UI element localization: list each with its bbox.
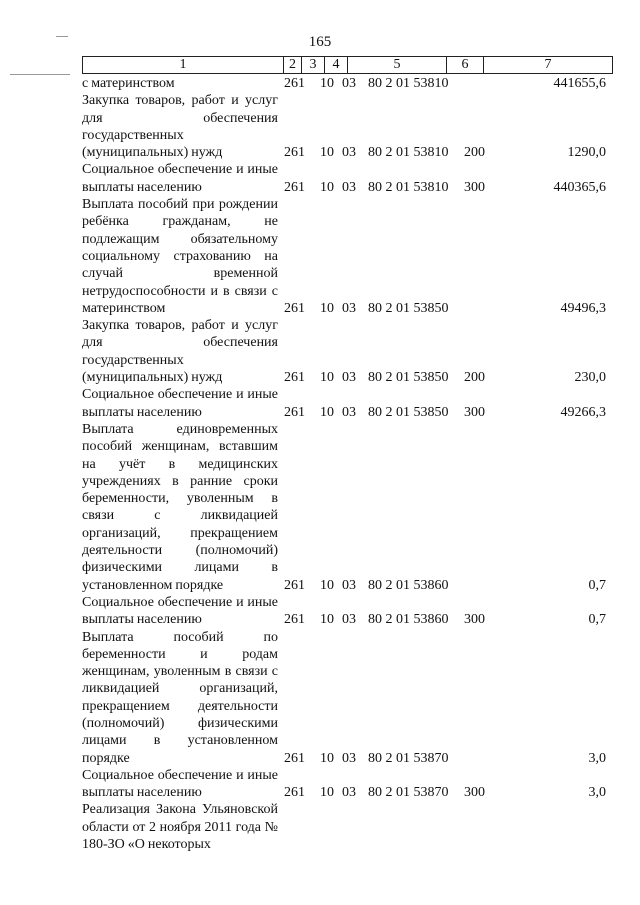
table-row <box>82 161 614 196</box>
row-code-target: 80 2 01 53810 <box>368 179 449 195</box>
row-amount: 49266,3 <box>560 404 606 420</box>
scan-mark <box>10 74 70 75</box>
row-amount: 230,0 <box>574 370 606 386</box>
row-code-target: 80 2 01 53870 <box>368 785 449 801</box>
row-code-section: 10 <box>320 577 334 593</box>
row-description: Социальное обеспечение и иные выплаты населению <box>82 767 278 801</box>
row-code-ministry: 261 <box>284 179 305 195</box>
budget-rows <box>82 75 614 853</box>
row-amount: 441655,6 <box>553 76 606 91</box>
row-code-section: 10 <box>320 750 334 766</box>
table-row <box>82 75 614 92</box>
row-code-target: 80 2 01 53870 <box>368 750 449 766</box>
row-code-ministry: 261 <box>284 404 305 420</box>
column-header-4: 4 <box>325 57 348 74</box>
row-code-target: 80 2 01 53850 <box>368 300 449 316</box>
row-code-subsection: 03 <box>342 300 356 316</box>
row-code-subsection: 03 <box>342 179 356 195</box>
column-header-1: 1 <box>83 57 284 74</box>
row-description: Закупка товаров, работ и услуг для обеспечения государственных (муниципальных) нужд <box>82 318 278 386</box>
table-row <box>82 594 614 629</box>
row-code-ministry: 261 <box>284 612 305 628</box>
scan-mark <box>56 36 68 37</box>
row-description: Социальное обеспечение и иные выплаты населению <box>82 387 278 420</box>
row-code-ministry: 261 <box>284 300 305 316</box>
row-code-subsection: 03 <box>342 370 356 386</box>
row-code-section: 10 <box>320 612 334 628</box>
row-code-section: 10 <box>320 300 334 316</box>
row-code-section: 10 <box>320 145 334 161</box>
row-description: Выплата пособий по беременности и родам женщинам, уволенным в связи с ликвидацией организаций, прекращением деятельности (полномочий) физическими лицами в установленном порядке <box>82 629 278 766</box>
row-code-subsection: 03 <box>342 145 356 161</box>
row-code-expense-type: 300 <box>464 612 485 628</box>
table-row <box>82 767 614 802</box>
row-code-section: 10 <box>320 76 334 91</box>
row-amount: 0,7 <box>588 577 606 593</box>
page-number: 165 <box>308 34 332 50</box>
row-code-target: 80 2 01 53850 <box>368 370 449 386</box>
column-header-5: 5 <box>348 57 447 74</box>
row-code-ministry: 261 <box>284 76 305 91</box>
column-header-2: 2 <box>284 57 302 74</box>
table-row <box>82 92 614 161</box>
row-code-ministry: 261 <box>284 577 305 593</box>
row-description: Социальное обеспечение и иные выплаты населению <box>82 162 278 195</box>
row-description: Закупка товаров, работ и услуг для обеспечения государственных (муниципальных) нужд <box>82 93 278 161</box>
table-row <box>82 196 614 317</box>
row-code-subsection: 03 <box>342 404 356 420</box>
row-amount: 1290,0 <box>567 145 606 161</box>
row-code-ministry: 261 <box>284 145 305 161</box>
row-description: с материнством <box>82 76 175 91</box>
row-code-target: 80 2 01 53860 <box>368 612 449 628</box>
row-code-target: 80 2 01 53810 <box>368 145 449 161</box>
row-code-ministry: 261 <box>284 785 305 801</box>
row-code-ministry: 261 <box>284 750 305 766</box>
table-row <box>82 317 614 386</box>
table-row <box>82 629 614 767</box>
row-code-expense-type: 300 <box>464 179 485 195</box>
row-code-subsection: 03 <box>342 785 356 801</box>
column-header-3: 3 <box>302 57 325 74</box>
row-code-section: 10 <box>320 404 334 420</box>
row-code-target: 80 2 01 53850 <box>368 404 449 420</box>
column-header-6: 6 <box>447 57 484 74</box>
table-row <box>82 386 614 421</box>
row-code-section: 10 <box>320 370 334 386</box>
row-code-expense-type: 300 <box>464 785 485 801</box>
row-code-section: 10 <box>320 179 334 195</box>
row-amount: 3,0 <box>588 750 606 766</box>
table-row <box>82 421 614 594</box>
column-header-7: 7 <box>484 57 613 74</box>
row-description: Социальное обеспечение и иные выплаты населению <box>82 594 278 628</box>
row-code-expense-type: 300 <box>464 404 485 420</box>
column-header-table <box>82 56 613 74</box>
row-code-subsection: 03 <box>342 612 356 628</box>
row-amount: 3,0 <box>588 785 606 801</box>
row-code-target: 80 2 01 53860 <box>368 577 449 593</box>
row-amount: 49496,3 <box>560 300 606 316</box>
row-code-section: 10 <box>320 785 334 801</box>
row-amount: 0,7 <box>588 612 606 628</box>
row-description: Выплата пособий при рождении ребёнка гражданам, не подлежащим обязательному социальному страхованию на случай временной нетрудоспособности и в связи с материнством <box>82 197 278 316</box>
row-description: Реализация Закона Ульяновской области от 2 ноября 2011 года № 180-ЗО «О некоторых <box>82 802 278 853</box>
row-code-subsection: 03 <box>342 76 356 91</box>
row-code-ministry: 261 <box>284 370 305 386</box>
row-description: Выплата единовременных пособий женщинам, вставшим на учёт в медицинских учреждениях в ранние сроки беременности, уволенным в связи с ликвидацией организаций, прекращением деятельности (полномочий) физическими лицами в установленном порядке <box>82 421 278 593</box>
row-code-expense-type: 200 <box>464 145 485 161</box>
row-amount: 440365,6 <box>553 179 606 195</box>
row-code-expense-type: 200 <box>464 370 485 386</box>
row-code-subsection: 03 <box>342 577 356 593</box>
row-code-target: 80 2 01 53810 <box>368 76 449 91</box>
row-code-subsection: 03 <box>342 750 356 766</box>
table-row <box>82 801 614 853</box>
